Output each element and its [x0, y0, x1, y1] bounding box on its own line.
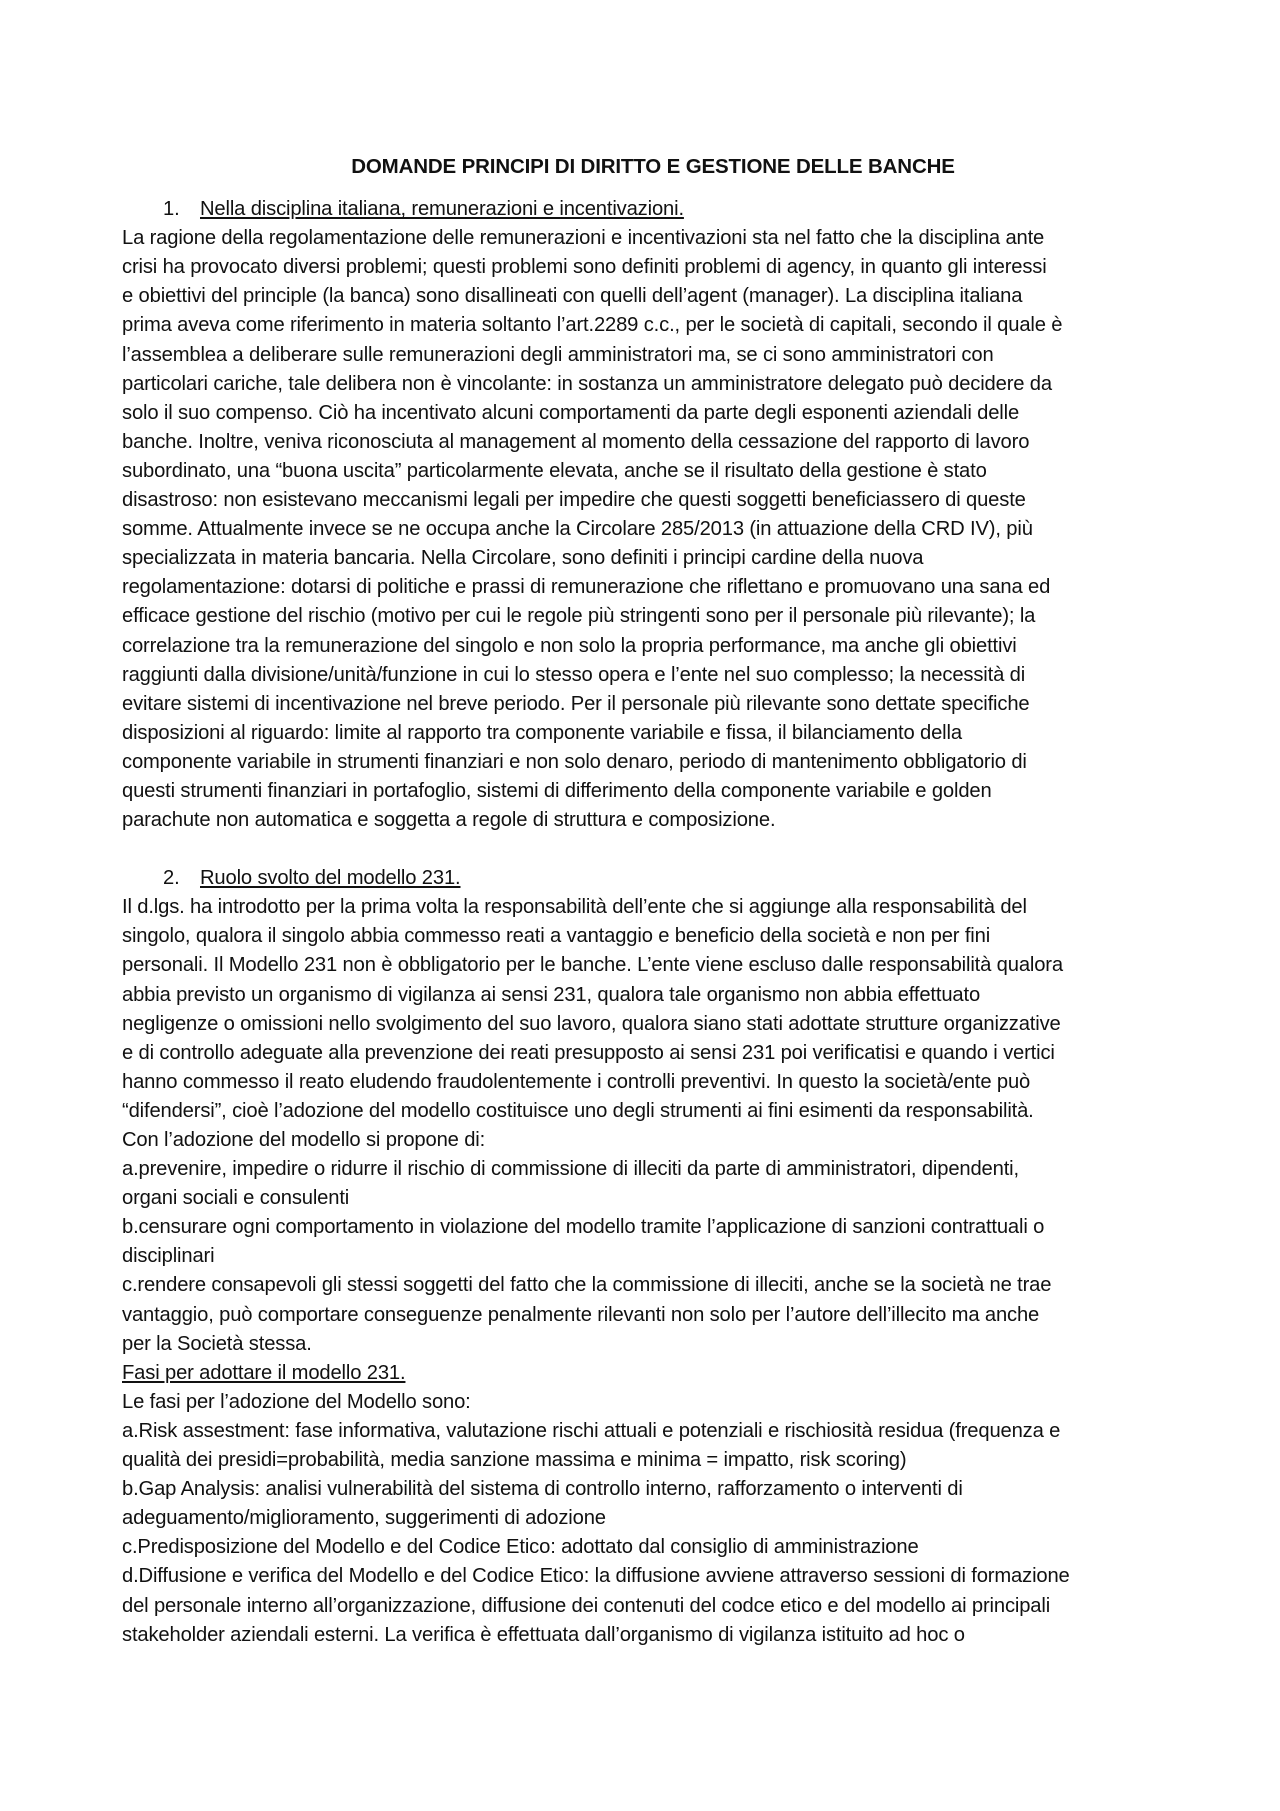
- text-line: somme. Attualmente invece se ne occupa anche la Circolare 285/2013 (in attuazione della CRD IV), più: [122, 518, 1033, 541]
- text-line: stakeholder aziendali esterni. La verifica è effettuata dall’organismo di vigilanza istituito ad hoc o: [122, 1623, 965, 1646]
- text-line: componente variabile in strumenti finanziari e non solo denaro, periodo di mantenimento obbligatorio di: [122, 750, 1027, 773]
- section-2-body: [122, 893, 1184, 1359]
- text-line: parachute non automatica e soggetta a regole di struttura e composizione.: [122, 809, 776, 832]
- text-line: prima aveva come riferimento in materia soltanto l’art.2289 c.c., per le società di capitali, secondo il quale è: [122, 314, 1063, 337]
- section-1-heading-row: [122, 195, 1184, 224]
- text-line: e di controllo adeguate alla prevenzione dei reati presupposto ai sensi 231 poi verificatisi e quando i vertici: [122, 1041, 1055, 1064]
- text-line: personali. Il Modello 231 non è obbligatorio per le banche. L’ente viene escluso dalle responsabilità qualora: [122, 954, 1063, 977]
- text-line: questi strumenti finanziari in portafoglio, sistemi di differimento della componente variabile e golden: [122, 779, 992, 802]
- text-line: c.rendere consapevoli gli stessi soggetti del fatto che la commissione di illeciti, anche se la società ne trae: [122, 1274, 1052, 1297]
- text-line: hanno commesso il reato eludendo fraudolentemente i controlli preventivi. In questo la società/ente può: [122, 1070, 1031, 1093]
- text-line: c.Predisposizione del Modello e del Codice Etico: adottato dal consiglio di amministrazione: [122, 1536, 919, 1559]
- text-line: l’assemblea a deliberare sulle remunerazioni degli amministratori ma, se ci sono amministratori con: [122, 343, 994, 366]
- text-line: evitare sistemi di incentivazione nel breve periodo. Per il personale più rilevante sono dettate specifiche: [122, 692, 1030, 715]
- section-2-number: 2.: [163, 867, 180, 890]
- text-line: Il d.lgs. ha introdotto per la prima volta la responsabilità dell’ente che si aggiunge alla responsabilità del: [122, 896, 1027, 919]
- text-line: disposizioni al riguardo: limite al rapporto tra componente variabile e fissa, il bilanciamento della: [122, 721, 962, 744]
- text-line: raggiunti dalla divisione/unità/funzione in cui lo stesso opera e l’ente nel suo complesso; la necessità di: [122, 663, 1026, 686]
- text-line: vantaggio, può comportare conseguenze penalmente rilevanti non solo per l’autore dell’illecito ma anche: [122, 1303, 1040, 1326]
- text-line: correlazione tra la remunerazione del singolo e non solo la propria performance, ma anche gli obiettivi: [122, 634, 1017, 657]
- text-line: Le fasi per l’adozione del Modello sono:: [122, 1390, 471, 1413]
- text-line: subordinato, una “buona uscita” particolarmente elevata, anche se il risultato della gestione è stato: [122, 459, 987, 482]
- text-line: La ragione della regolamentazione delle remunerazioni e incentivazioni sta nel fatto che la disciplina ante: [122, 227, 1045, 250]
- text-line: del personale interno all’organizzazione, diffusione dei contenuti del codce etico e del modello ai principali: [122, 1594, 1051, 1617]
- text-line: e obiettivi del principle (la banca) sono disallineati con quelli dell’agent (manager). La disciplina italiana: [122, 285, 1023, 308]
- section-2-heading-row: [122, 864, 1184, 893]
- section-2-heading: Ruolo svolto del modello 231.: [200, 867, 461, 890]
- text-line: singolo, qualora il singolo abbia commesso reati a vantaggio e beneficio della società e non per fini: [122, 925, 991, 948]
- text-line: particolari cariche, tale delibera non è vincolante: in sostanza un amministratore delegato può decidere da: [122, 372, 1052, 395]
- section-2-sub-body: [122, 1388, 1184, 1650]
- text-line: qualità dei presidi=probabilità, media sanzione massima e minima = impatto, risk scoring): [122, 1449, 907, 1472]
- text-line: banche. Inoltre, veniva riconosciuta al management al momento della cessazione del rapporto di lavoro: [122, 430, 1030, 453]
- document-content: [122, 152, 1184, 1650]
- text-line: specializzata in materia bancaria. Nella Circolare, sono definiti i principi cardine della nuova: [122, 547, 924, 570]
- text-line: disciplinari: [122, 1245, 215, 1268]
- text-line: efficace gestione del rischio (motivo per cui le regole più stringenti sono per il personale più rilevante); la: [122, 605, 1036, 628]
- document-title: DOMANDE PRINCIPI DI DIRITTO E GESTIONE DELLE BANCHE: [351, 155, 955, 178]
- text-line: disastroso: non esistevano meccanismi legali per impedire che questi soggetti beneficiassero di queste: [122, 489, 1026, 512]
- text-line: abbia previsto un organismo di vigilanza ai sensi 231, qualora tale organismo non abbia effettuato: [122, 983, 981, 1006]
- section-spacer: [122, 835, 1184, 864]
- text-line: organi sociali e consulenti: [122, 1187, 350, 1210]
- text-line: Con l’adozione del modello si propone di:: [122, 1129, 486, 1151]
- text-line: b.Gap Analysis: analisi vulnerabilità del sistema di controllo interno, rafforzamento o interventi di: [122, 1478, 963, 1501]
- section-1-body: [122, 224, 1184, 835]
- text-line: solo il suo compenso. Ciò ha incentivato alcuni comportamenti da parte degli esponenti aziendali delle: [122, 401, 1020, 424]
- text-line: a.prevenire, impedire o ridurre il rischio di commissione di illeciti da parte di amministratori, dipendenti,: [122, 1158, 1019, 1181]
- text-line: crisi ha provocato diversi problemi; questi problemi sono definiti problemi di agency, in quanto gli interessi: [122, 256, 1047, 279]
- text-line: negligenze o omissioni nello svolgimento del suo lavoro, qualora siano stati adottate strutture organizzative: [122, 1012, 1061, 1035]
- section-2-subheading: Fasi per adottare il modello 231.: [122, 1361, 406, 1384]
- text-line: a.Risk assestment: fase informativa, valutazione rischi attuali e potenziali e rischiosità residua (frequenza e: [122, 1419, 1061, 1442]
- text-line: d.Diffusione e verifica del Modello e del Codice Etico: la diffusione avviene attraverso sessioni di formazione: [122, 1565, 1070, 1588]
- text-line: b.censurare ogni comportamento in violazione del modello tramite l’applicazione di sanzioni contrattuali o: [122, 1216, 1045, 1239]
- text-line: per la Società stessa.: [122, 1332, 312, 1355]
- text-line: “difendersi”, cioè l’adozione del modello costituisce uno degli strumenti ai fini esimenti da responsabilità.: [122, 1099, 1034, 1122]
- section-1-number: 1.: [163, 198, 180, 221]
- text-line: regolamentazione: dotarsi di politiche e prassi di remunerazione che riflettano e promuovano una sana ed: [122, 576, 1051, 599]
- section-1-heading: Nella disciplina italiana, remunerazioni e incentivazioni.: [200, 198, 684, 221]
- text-line: adeguamento/miglioramento, suggerimenti di adozione: [122, 1507, 606, 1530]
